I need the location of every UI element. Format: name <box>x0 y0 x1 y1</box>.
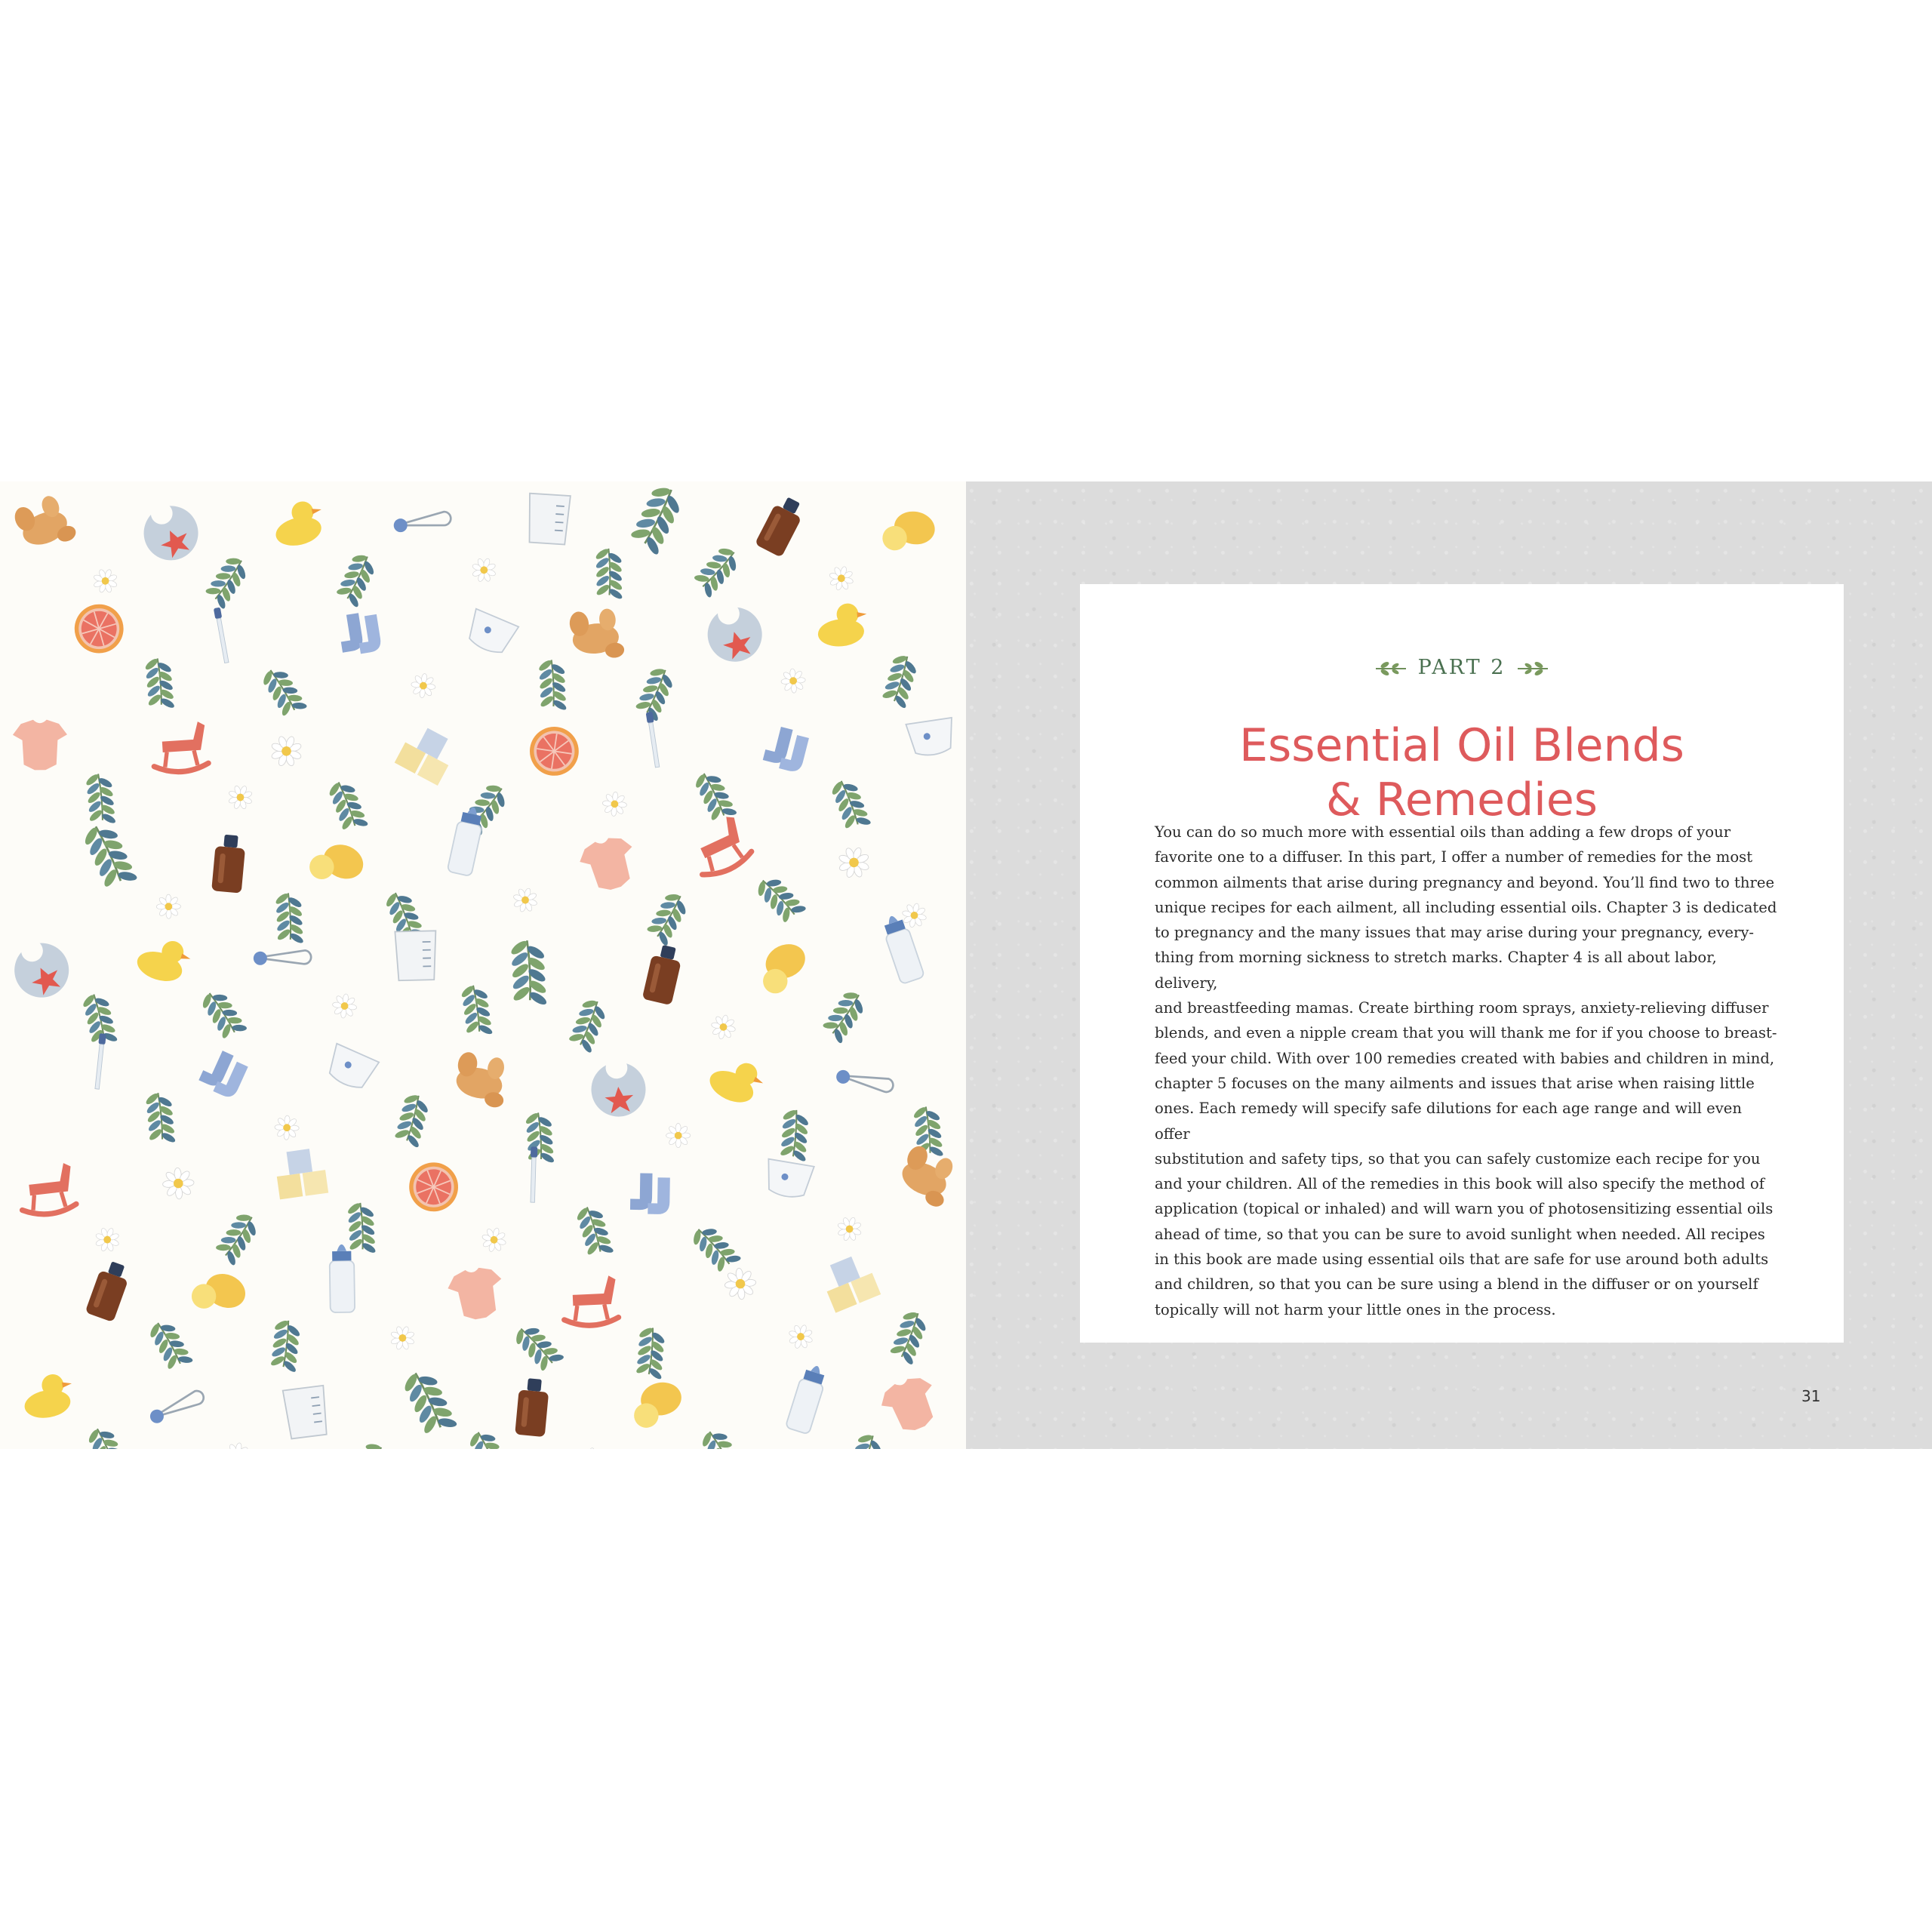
flower-icon <box>709 1013 737 1041</box>
abc-blocks-icon <box>274 1147 329 1200</box>
body-line: You can do so much more with essential oils than adding a few drops of your <box>1155 823 1731 841</box>
herb-sprig-icon <box>346 1201 377 1256</box>
baby-bottle-icon <box>447 804 485 876</box>
flower-icon <box>274 1115 300 1140</box>
amber-bottle-icon <box>211 834 246 894</box>
lemon-icon <box>306 835 368 894</box>
onesie-icon <box>576 832 642 896</box>
body-paragraph <box>1155 820 1781 1322</box>
flower-icon <box>479 1225 509 1255</box>
flower-icon <box>825 562 858 595</box>
herb-sprig-icon <box>879 651 921 711</box>
herb-sprig-icon <box>779 1107 811 1163</box>
herb-sprig-icon <box>688 542 746 601</box>
baby-bottle-icon <box>786 1362 829 1435</box>
diaper-icon <box>906 718 956 758</box>
rubber-duck-icon <box>815 601 869 648</box>
herb-sprig-icon <box>337 1437 393 1449</box>
herb-sprig-icon <box>817 986 871 1046</box>
onesie-icon <box>13 720 67 771</box>
herb-sprig-icon <box>465 1425 514 1449</box>
body-line: chapter 5 focuses on the many ailments and issues that arise when raising little <box>1155 1074 1755 1092</box>
dropper-icon <box>94 1033 106 1089</box>
part-label: PART 2 <box>1417 656 1506 679</box>
flower-icon <box>162 1167 195 1200</box>
rocking-horse-icon <box>17 1162 77 1217</box>
body-line: unique recipes for each ailment, all including essential oils. Chapter 3 is dedicated <box>1155 898 1777 916</box>
herb-sprig-icon <box>392 1091 432 1150</box>
socks-icon <box>630 1173 670 1214</box>
left-sprig-icon <box>1374 661 1407 676</box>
flower-icon <box>386 1322 418 1354</box>
herb-sprig-icon <box>594 546 623 601</box>
baby-bib-icon <box>3 929 78 1007</box>
herb-sprig-icon <box>145 1315 195 1376</box>
grapefruit-icon <box>527 724 583 780</box>
safety-pin-icon <box>146 1389 207 1425</box>
ginger-root-icon <box>568 608 625 662</box>
rocking-horse-icon <box>152 721 209 773</box>
herb-sprig-icon <box>332 549 381 611</box>
flower-icon <box>834 842 874 882</box>
grapefruit-icon <box>402 1155 466 1219</box>
socks-icon <box>337 611 382 657</box>
pattern-illustration <box>0 481 966 1449</box>
rocking-horse-icon <box>562 1275 619 1327</box>
body-line: favorite one to a diffuser. In this part, I offer a number of remedies for the most <box>1155 848 1753 866</box>
body-line: and breastfeeding mamas. Create birthing room sprays, anxiety-relieving diffuser <box>1155 999 1769 1017</box>
herb-sprig-icon <box>565 995 611 1055</box>
flower-icon <box>601 791 628 817</box>
herb-sprig-icon <box>509 1318 567 1377</box>
body-line: to pregnancy and the many issues that may arise during your pregnancy, every- <box>1155 924 1755 942</box>
flower-icon <box>510 884 541 915</box>
flower-icon <box>225 782 257 814</box>
herb-sprig-icon <box>269 1318 303 1374</box>
chapter-title <box>1080 718 1844 827</box>
body-line: ones. Each remedy will specify safe dilutions for each age range and will even offer <box>1155 1100 1743 1143</box>
herb-sprig-icon <box>201 551 254 611</box>
herb-sprig-icon <box>843 1429 888 1449</box>
part-heading <box>1080 656 1844 679</box>
rubber-duck-icon <box>134 932 194 987</box>
safety-pin-icon <box>835 1062 895 1100</box>
herb-sprig-icon <box>751 869 808 928</box>
measuring-cup-icon <box>527 494 571 545</box>
body-line: application (topical or inhaled) and will warn you of photosensitizing essential oils <box>1155 1200 1774 1218</box>
flower-icon <box>785 1321 817 1353</box>
flower-icon <box>91 1224 123 1256</box>
flower-icon <box>723 1266 757 1300</box>
herb-sprig-icon <box>211 1208 264 1268</box>
herb-sprig-icon <box>274 891 305 946</box>
herb-sprig-icon <box>84 771 117 828</box>
right-sprig-icon <box>1516 661 1549 676</box>
baby-bib-icon <box>700 595 769 668</box>
abc-blocks-icon <box>395 722 460 786</box>
book-spread <box>0 481 1932 1449</box>
herb-sprig-icon <box>197 984 250 1044</box>
illustration-page <box>0 481 966 1449</box>
herb-sprig-icon <box>537 658 568 713</box>
herb-sprig-icon <box>886 1307 931 1367</box>
herb-sprig-icon <box>632 663 679 723</box>
herb-sprig-icon <box>687 1219 744 1278</box>
page-number: 31 <box>1801 1387 1821 1405</box>
herb-sprig-icon <box>642 888 694 949</box>
text-page <box>966 481 1932 1449</box>
herb-sprig-icon <box>524 1110 555 1166</box>
ginger-root-icon <box>451 1051 511 1109</box>
dropper-icon <box>214 608 230 663</box>
amber-bottle-icon <box>755 494 808 558</box>
herb-sprig-icon <box>84 1422 132 1449</box>
body-line: and your children. All of the remedies in this book will also specify the method of <box>1155 1175 1764 1193</box>
text-card <box>1080 584 1844 1343</box>
herb-sprig-icon <box>325 776 370 836</box>
ginger-root-icon <box>11 491 78 557</box>
flower-icon <box>780 668 807 694</box>
safety-pin-icon <box>253 944 312 972</box>
flower-icon <box>833 1213 866 1245</box>
rubber-duck-icon <box>20 1371 77 1421</box>
onesie-icon <box>876 1371 946 1438</box>
baby-bib-icon <box>133 492 208 569</box>
lemon-icon <box>881 506 938 557</box>
amber-bottle-icon <box>85 1259 133 1323</box>
socks-icon <box>761 724 810 774</box>
herb-sprig-icon <box>573 1201 616 1261</box>
flower-icon <box>468 554 500 586</box>
body-line: topically will not harm your little ones in the process. <box>1155 1300 1556 1318</box>
baby-bib-icon <box>589 1054 648 1118</box>
safety-pin-icon <box>394 512 451 532</box>
diaper-icon <box>763 1159 814 1200</box>
herb-sprig-icon <box>257 662 309 723</box>
dropper-icon <box>646 712 661 768</box>
body-line: and children, so that you can be sure using a blend in the diffuser or on yourself <box>1155 1275 1758 1294</box>
herb-sprig-icon <box>697 1423 749 1449</box>
rocking-horse-icon <box>685 814 755 881</box>
herb-sprig-icon <box>509 937 549 1008</box>
flower-icon <box>576 1443 610 1449</box>
body-line: ahead of time, so that you can be sure to avoid sunlight when needed. All recipes <box>1155 1225 1765 1243</box>
flower-icon <box>89 565 121 597</box>
abc-blocks-icon <box>818 1251 881 1312</box>
flower-icon <box>223 1441 251 1449</box>
body-line: blends, and even a nipple cream that you will thank me for if you choose to breast- <box>1155 1024 1777 1042</box>
flower-icon <box>328 989 361 1023</box>
flower-icon <box>266 731 307 771</box>
ginger-root-icon <box>894 1143 961 1209</box>
baby-bottle-icon <box>329 1244 355 1312</box>
diaper-icon <box>323 1044 379 1094</box>
lemon-icon <box>629 1379 686 1429</box>
grapefruit-icon <box>66 595 132 662</box>
herb-sprig-icon <box>625 481 688 558</box>
body-line: substitution and safety tips, so that you can safely customize each recipe for you <box>1155 1149 1761 1168</box>
rubber-duck-icon <box>269 497 328 549</box>
flower-icon <box>152 889 186 924</box>
body-line: thing from morning sickness to stretch marks. Chapter 4 is all about labor, delivery, <box>1155 949 1717 992</box>
herb-sprig-icon <box>827 774 873 835</box>
rubber-duck-icon <box>705 1051 768 1111</box>
title-line-2: & Remedies <box>1325 774 1598 827</box>
onesie-icon <box>445 1264 508 1323</box>
herb-sprig-icon <box>459 982 494 1039</box>
measuring-cup-icon <box>283 1386 330 1439</box>
lemon-icon <box>752 938 815 998</box>
herb-sprig-icon <box>398 1364 460 1442</box>
herb-sprig-icon <box>78 817 140 896</box>
measuring-cup-icon <box>395 931 436 980</box>
herb-sprig-icon <box>143 1090 177 1146</box>
herb-sprig-icon <box>143 656 177 712</box>
amber-bottle-icon <box>642 943 685 1006</box>
diaper-icon <box>463 609 518 658</box>
flower-icon <box>406 669 440 703</box>
flower-icon <box>666 1123 691 1147</box>
socks-icon <box>197 1047 250 1100</box>
body-line: feed your child. With over 100 remedies created with babies and children in mind, <box>1155 1049 1775 1067</box>
title-line-1: Essential Oil Blends <box>1239 719 1684 773</box>
body-line: in this book are made using essential oils that are safe for use around both adults <box>1155 1251 1769 1269</box>
amber-bottle-icon <box>515 1377 549 1437</box>
body-line: common ailments that arise during pregnancy and beyond. You’ll find two to three <box>1155 873 1775 891</box>
lemon-icon <box>188 1264 251 1323</box>
herb-sprig-icon <box>634 1325 667 1381</box>
